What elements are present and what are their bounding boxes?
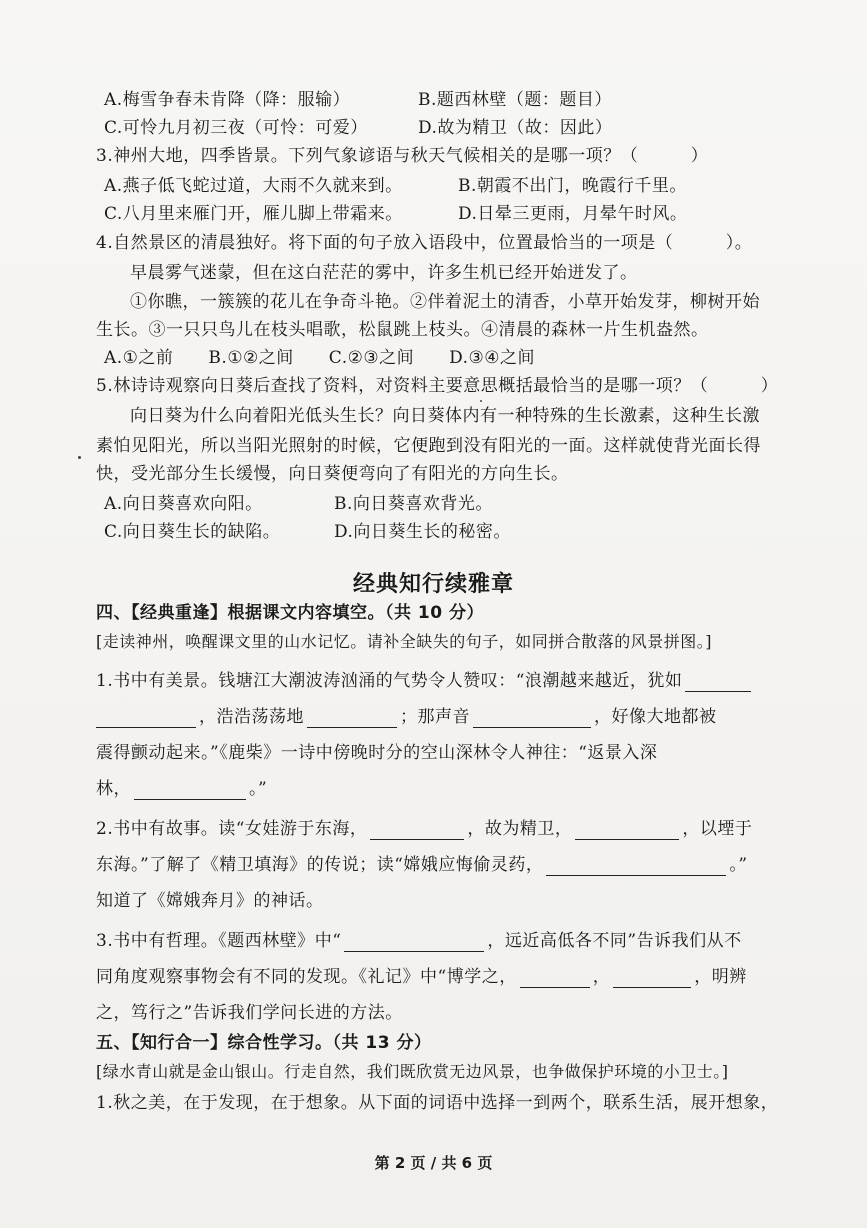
q4-paragraph-line2: 生长。③一只只鸟儿在枝头唱歌，松鼠跳上枝头。④清晨的森林一片生机盎然。 [96, 320, 709, 340]
answer-blank[interactable] [370, 821, 464, 840]
part4-q1-text-b2: ；那声音 [400, 707, 470, 727]
part4-q2-line3: 知道了《嫦娥奔月》的神话。 [96, 891, 324, 911]
section-title: 经典知行续雅章 [352, 572, 514, 597]
part4-q2-text-a3: ，以堙于 [682, 819, 753, 839]
q5-option-b: B.向日葵喜欢背光。 [334, 494, 493, 514]
answer-blank[interactable] [520, 969, 590, 988]
part4-q3-text-a2: ，远近高低各不同”告诉我们从不 [487, 931, 742, 951]
part4-q1-line2 [96, 706, 717, 728]
q5-option-a: A.向日葵喜欢向阳。 [104, 494, 263, 514]
part4-q1-text-b3: ，好像大地都被 [594, 707, 717, 727]
part4-q1-text-a: 1.书中有美景。钱塘江大潮波涛汹涌的气势令人赞叹：“浪潮越来越近，犹如 [96, 671, 683, 691]
part4-q2-text-a2: ，故为精卫， [467, 819, 573, 839]
q4-paragraph-line1: ①你瞧，一簇簇的花儿在争奇斗艳。②伴着泥土的清香，小草开始发芽，柳树开始 [130, 292, 760, 312]
answer-blank[interactable] [685, 673, 751, 692]
part4-q2-text-b2: 。” [729, 855, 748, 875]
part4-q3-text-a1: 3.书中有哲理。《题西林壁》中“ [96, 931, 342, 951]
part4-q3-line3: 之，笃行之”告诉我们学问长进的方法。 [96, 1003, 403, 1023]
part4-q2-line1 [96, 818, 752, 840]
q4-quote: 早晨雾气迷蒙，但在这白茫茫的雾中，许多生机已经开始迸发了。 [130, 263, 638, 283]
part4-heading: 四、【经典重逢】根据课文内容填空。（共 10 分） [96, 603, 484, 623]
part4-q2-text-b1: 东海。”了解了《精卫填海》的传说；读“嫦娥应悔偷灵药， [96, 855, 544, 875]
q2-option-d: D.故为精卫（故：因此） [418, 118, 613, 138]
answer-blank[interactable] [134, 781, 246, 800]
q3-stem: 3.神州大地，四季皆景。下列气象谚语与秋天气候相关的是哪一项？（ ） [96, 146, 709, 166]
part4-intro: [走读神州，唤醒课文里的山水记忆。请补全缺失的句子，如同拼合散落的风景拼图。] [96, 632, 712, 651]
part4-q3-text-b1: 同角度观察事物会有不同的发现。《礼记》中“博学之， [96, 967, 517, 987]
answer-blank[interactable] [546, 857, 726, 876]
q2-option-c: C.可怜九月初三夜（可怜：可爱） [104, 118, 368, 138]
q5-material-line1: 向日葵为什么向着阳光低头生长？向日葵体内有一种特殊的生长激素，这种生长激 [130, 406, 760, 426]
answer-blank[interactable] [473, 709, 591, 728]
scan-speck [480, 400, 482, 402]
q2-option-b: B.题西林壁（题：题目） [418, 90, 612, 110]
q2-option-a: A.梅雪争春未肯降（降：服输） [104, 90, 351, 110]
part4-q3-line1 [96, 930, 742, 952]
part4-q1-line4 [96, 778, 267, 800]
part5-intro: [绿水青山就是金山银山。行走自然，我们既欣赏无边风景，也争做保护环境的小卫士。] [96, 1062, 729, 1081]
part5-q1-line1: 1.秋之美，在于发现，在于想象。从下面的词语中选择一到两个，联系生活，展开想象， [96, 1093, 779, 1113]
part4-q3-line2 [96, 966, 747, 988]
q4-stem: 4.自然景区的清晨独好。将下面的句子放入语段中，位置最恰当的一项是（ ）。 [96, 233, 753, 253]
part4-q2-line2 [96, 854, 748, 876]
answer-blank[interactable] [307, 709, 397, 728]
q3-option-a: A.燕子低飞蛇过道，大雨不久就来到。 [104, 176, 403, 196]
q5-stem: 5.林诗诗观察向日葵后查找了资料，对资料主要意思概括最恰当的是哪一项？（ ） [96, 376, 779, 396]
q3-option-b: B.朝霞不出门，晚霞行千里。 [458, 176, 687, 196]
part4-q1-text-b1: ，浩浩荡荡地 [199, 707, 304, 727]
page-number: 第 2 页 / 共 6 页 [374, 1154, 493, 1172]
answer-blank[interactable] [613, 969, 691, 988]
part4-q1-line1 [96, 670, 754, 692]
part4-q3-text-b2: ， [592, 967, 611, 987]
q5-option-c: C.向日葵生长的缺陷。 [104, 522, 281, 542]
q5-option-d: D.向日葵生长的秘密。 [334, 522, 511, 542]
part5-heading: 五、【知行合一】综合性学习。（共 13 分） [96, 1033, 432, 1053]
q3-option-c: C.八月里来雁门开，雁儿脚上带霜来。 [104, 204, 403, 224]
q4-options: A.①之前 B.①②之间 C.②③之间 D.③④之间 [104, 348, 535, 368]
q5-material-line2: 素怕见阳光，所以当阳光照射的时候，它便跑到没有阳光的一面。这样就使背光面长得 [96, 436, 761, 456]
answer-blank[interactable] [575, 821, 679, 840]
answer-blank[interactable] [344, 933, 484, 952]
scan-speck [78, 456, 81, 459]
part4-q2-text-a1: 2.书中有故事。读“女娃游于东海， [96, 819, 368, 839]
answer-blank[interactable] [96, 709, 196, 728]
part4-q3-text-b3: ，明辨 [694, 967, 747, 987]
q5-material-line3: 快，受光部分生长缓慢，向日葵便弯向了有阳光的方向生长。 [96, 464, 569, 484]
part4-q1-line3: 震得颤动起来。”《鹿柴》一诗中傍晚时分的空山深林令人神往：“返景入深 [96, 743, 658, 763]
q3-option-d: D.日晕三更雨，月晕午时风。 [458, 204, 688, 224]
part4-q1-text-d2: 。” [249, 779, 268, 799]
part4-q1-text-d1: 林， [96, 779, 131, 799]
